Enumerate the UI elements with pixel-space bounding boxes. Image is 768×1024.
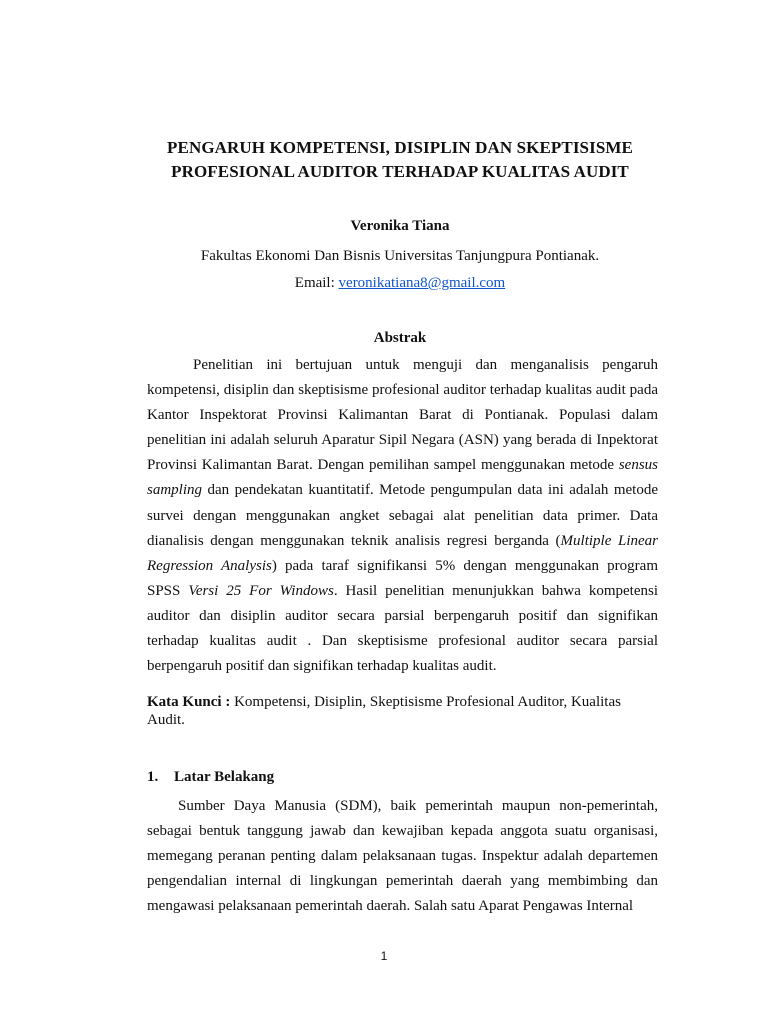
keywords-text: Kompetensi, Disiplin, Skeptisisme Profesional Auditor, Kualitas Audit. (147, 694, 621, 728)
section-heading (147, 767, 274, 787)
abstract-text-4: . Hasil penelitian menunjukkan bahwa kompetensi auditor dan disiplin auditor secara parsial berpengaruh positif dan signifikan terhadap kualitas audit . Dan skeptisisme profesional auditor secara parsial berpengaruh positif dan signifikan terhadap kualitas audit. (147, 582, 659, 675)
email-link[interactable]: veronikatiana8@gmail.com (338, 275, 506, 291)
page-number: 1 (380, 949, 388, 963)
section-number: 1. (147, 769, 159, 785)
email-label: Email: (294, 275, 339, 291)
section-title: Latar Belakang (174, 769, 275, 785)
abstract-text-2: dan pendekatan kuantitatif. Metode pengumpulan data ini adalah metode survei dengan menggunakan angket sebagai alat penelitian data primer. Data dianalisis dengan menggunakan teknik analisis regresi berganda ( (147, 482, 658, 549)
keywords-label: Kata Kunci : (147, 694, 231, 710)
abstract-text-1: Penelitian ini bertujuan untuk menguji dan menganalisis pengaruh kompetensi, disiplin dan skeptisisme profesional auditor terhadap kualitas audit pada Kantor Inspektorat Provinsi Kalimantan Barat di Pontianak. Populasi dalam penelitian ini adalah seluruh Aparatur Sipil Negara (ASN) yang berada di Inpektorat Provinsi Kalimantan Barat. Dengan pemilihan sampel menggunakan metode (147, 357, 658, 474)
author-email-line (100, 273, 700, 293)
abstract-text-3: ) pada taraf signifikansi 5% dengan menggunakan program SPSS (147, 557, 658, 599)
author-affiliation: Fakultas Ekonomi Dan Bisnis Universitas Tanjungpura Pontianak. (200, 248, 600, 264)
section-paragraph: Sumber Daya Manusia (SDM), baik pemerintah maupun non-pemerintah, sebagai bentuk tanggung jawab dan kewajiban kepada anggota suatu organisasi, memegang peranan penting dalam pelaksanaan tugas. Inspektur adalah departemen pengendalian internal di lingkungan pemerintah daerah yang membimbing dan mengawasi pelaksanaan pemerintah daerah. Salah satu Aparat Pengawas Internal (147, 798, 658, 915)
abstract-italic-2: Multiple Linear Regression Analysis (147, 532, 659, 574)
paper-title (100, 136, 700, 184)
abstract-italic-1: sensus sampling (147, 457, 658, 499)
author-name: Veronika Tiana (350, 218, 450, 234)
abstract-italic-3: Versi 25 For Windows (188, 582, 334, 599)
abstract-paragraph (147, 353, 658, 679)
abstract-heading: Abstrak (373, 330, 427, 346)
title-line-2: PROFESIONAL AUDITOR TERHADAP KUALITAS AUDIT (171, 162, 629, 181)
title-line-1: PENGARUH KOMPETENSI, DISIPLIN DAN SKEPTISISME (167, 138, 633, 157)
keywords (147, 693, 658, 729)
